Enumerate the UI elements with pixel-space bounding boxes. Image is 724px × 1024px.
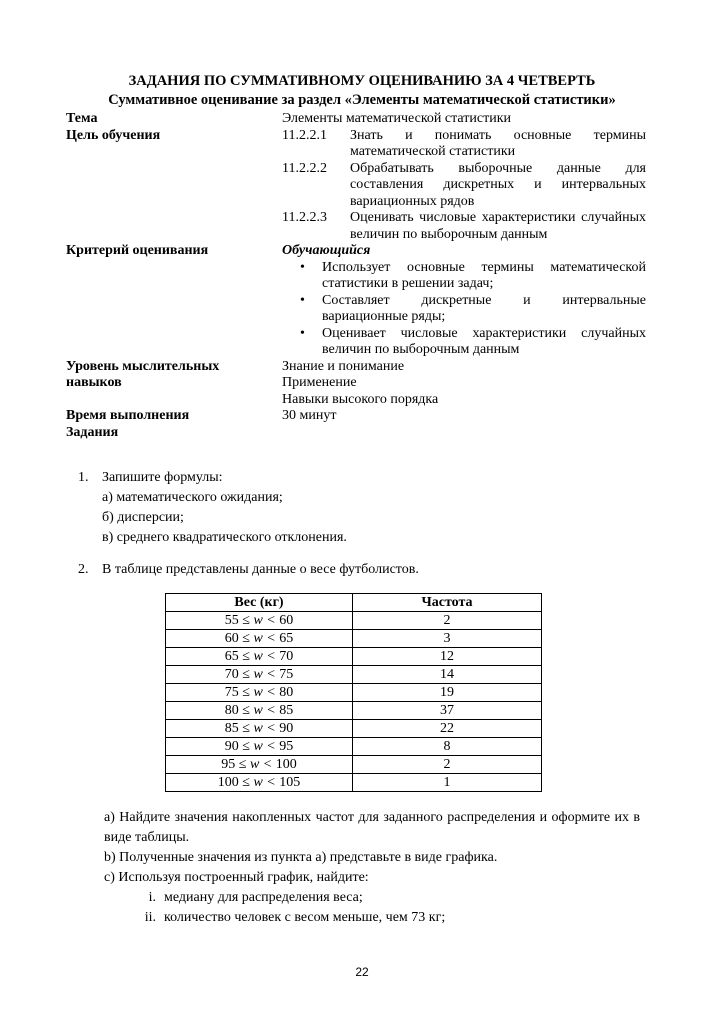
task-1-item: б) дисперсии;: [102, 510, 184, 525]
goal-item: [282, 210, 646, 243]
task-1: [78, 468, 347, 548]
weight-range-cell: [166, 702, 353, 720]
range-low: 80: [224, 702, 239, 718]
level-item: Применение: [282, 375, 357, 390]
frequency-cell: 2: [353, 756, 542, 774]
task-2: [78, 560, 419, 580]
table-row: [166, 702, 542, 720]
time-value: 30 минут: [282, 408, 337, 423]
table-row: [166, 738, 542, 756]
goal-text: Оценивать числовые характеристики случайных величин по выборочным данным: [350, 210, 646, 242]
range-variable: ≤ w <: [238, 720, 280, 736]
task-number: 2.: [78, 562, 89, 577]
range-variable: ≤ w <: [238, 738, 280, 754]
range-high: 95: [279, 738, 294, 754]
criteria-item: • Составляет дискретные и интервальные вариационные ряды;: [300, 292, 646, 324]
range-low: 70: [224, 666, 239, 682]
range-variable: ≤ w <: [238, 612, 280, 628]
criteria-item: • Оценивает числовые характеристики случайных величин по выборочным данным: [300, 325, 646, 357]
goal-code: 11.2.2.3: [282, 210, 327, 225]
range-variable: ≤ w <: [238, 648, 280, 664]
weight-range-cell: [166, 756, 353, 774]
sub-item-number: ii.: [144, 910, 156, 925]
part-a: а) Найдите значения накопленных частот для заданного распределения и оформите их в виде таблицы.: [104, 810, 640, 845]
task-1-item: а) математического ожидания;: [102, 490, 283, 505]
frequency-cell: 12: [353, 648, 542, 666]
weight-range-cell: [166, 648, 353, 666]
sub-item-number: i.: [148, 890, 156, 905]
part-c: c) Используя построенный график, найдите:: [104, 870, 369, 885]
goal-code: 11.2.2.2: [282, 160, 327, 176]
level-values: [282, 359, 646, 409]
range-high: 105: [279, 774, 301, 790]
range-low: 65: [224, 648, 239, 664]
goal-code: 11.2.2.1: [282, 127, 327, 143]
range-high: 60: [279, 612, 294, 628]
table-row: [166, 774, 542, 792]
goal-label: Цель обучения: [66, 127, 161, 143]
table-row: [166, 666, 542, 684]
range-high: 65: [279, 630, 294, 646]
weight-frequency-table: [165, 593, 542, 792]
table-row: [166, 756, 542, 774]
table-header-row: [166, 594, 542, 612]
frequency-cell: 14: [353, 666, 542, 684]
column-header-frequency: Частота: [353, 594, 542, 612]
task-text: Запишите формулы:: [102, 470, 223, 485]
bullet-icon: •: [300, 325, 305, 341]
goal-list: [282, 128, 646, 244]
range-high: 80: [279, 684, 294, 700]
range-high: 70: [279, 648, 294, 664]
frequency-cell: 8: [353, 738, 542, 756]
table-body: [166, 612, 542, 792]
page-subtitle: Суммативное оценивание за раздел «Элементы математической статистики»: [108, 92, 616, 108]
range-low: 55: [224, 612, 239, 628]
info-block: [66, 111, 646, 441]
topic-value: Элементы математической статистики: [282, 111, 512, 126]
column-header-weight: Вес (кг): [166, 594, 353, 612]
level-item: Знание и понимание: [282, 358, 405, 374]
criteria-label: Критерий оценивания: [66, 243, 209, 258]
sub-item: [104, 888, 640, 908]
frequency-cell: 19: [353, 684, 542, 702]
frequency-cell: 22: [353, 720, 542, 738]
range-high: 90: [279, 720, 294, 736]
range-variable: ≤ w <: [238, 702, 280, 718]
sub-item-text: количество человек с весом меньше, чем 73 кг;: [164, 910, 446, 925]
range-low: 75: [224, 684, 239, 700]
weight-range-cell: [166, 612, 353, 630]
frequency-cell: 2: [353, 612, 542, 630]
goal-row: [66, 128, 646, 244]
table-row: [166, 612, 542, 630]
range-variable: ≤ w <: [235, 756, 276, 772]
range-variable: ≤ w <: [238, 630, 280, 646]
bullet-icon: •: [300, 259, 305, 275]
goal-text: Знать и понимать основные термины математической статистики: [350, 127, 646, 159]
table-row: [166, 648, 542, 666]
part-b: b) Полученные значения из пункта а) представьте в виде графика.: [104, 850, 498, 865]
table-row: [166, 630, 542, 648]
weight-range-cell: [166, 630, 353, 648]
criteria-list: [282, 260, 646, 359]
weight-range-cell: [166, 666, 353, 684]
range-variable: ≤ w <: [238, 684, 280, 700]
task-number: 1.: [78, 470, 89, 485]
criteria-block: [282, 243, 646, 359]
sub-item: [104, 908, 640, 928]
sub-item-text: медиану для распределения веса;: [164, 890, 363, 905]
range-high: 85: [279, 702, 294, 718]
criteria-item: • Использует основные термины математической статистики в решении задач;: [300, 259, 646, 291]
weight-range-cell: [166, 720, 353, 738]
goal-text: Обрабатывать выборочные данные для составления дискретных и интервальных вариационных рядов: [350, 160, 646, 209]
range-low: 95: [221, 756, 236, 772]
goal-item: [282, 128, 646, 161]
task-1-item: в) среднего квадратического отклонения.: [102, 530, 347, 545]
range-variable: ≤ w <: [238, 774, 280, 790]
frequency-cell: 3: [353, 630, 542, 648]
criteria-head: Обучающийся: [282, 243, 371, 258]
weight-range-cell: [166, 684, 353, 702]
bullet-icon: •: [300, 292, 305, 308]
range-high: 100: [275, 756, 297, 772]
level-item: Навыки высокого порядка: [282, 391, 439, 407]
weight-range-cell: [166, 738, 353, 756]
criteria-row: [66, 243, 646, 359]
weight-range-cell: [166, 774, 353, 792]
page-number: 22: [355, 965, 369, 979]
task-2-parts: [104, 808, 640, 928]
goal-item: [282, 161, 646, 211]
table-row: [166, 684, 542, 702]
frequency-cell: 1: [353, 774, 542, 792]
level-label: Уровень мыслительных навыков: [66, 358, 220, 390]
time-label: Время выполнения Задания: [66, 408, 190, 440]
range-variable: ≤ w <: [238, 666, 280, 682]
range-high: 75: [279, 666, 294, 682]
frequency-cell: 37: [353, 702, 542, 720]
topic-row: [66, 111, 646, 128]
task-text: В таблице представлены данные о весе футболистов.: [102, 562, 419, 577]
range-low: 90: [224, 738, 239, 754]
topic-label: Тема: [66, 111, 98, 126]
range-low: 100: [217, 774, 239, 790]
range-low: 60: [224, 630, 239, 646]
level-row: [66, 359, 646, 409]
page-title: ЗАДАНИЯ ПО СУММАТИВНОМУ ОЦЕНИВАНИЮ ЗА 4 ЧЕТВЕРТЬ: [128, 73, 596, 89]
table-row: [166, 720, 542, 738]
time-row: [66, 408, 646, 441]
range-low: 85: [224, 720, 239, 736]
